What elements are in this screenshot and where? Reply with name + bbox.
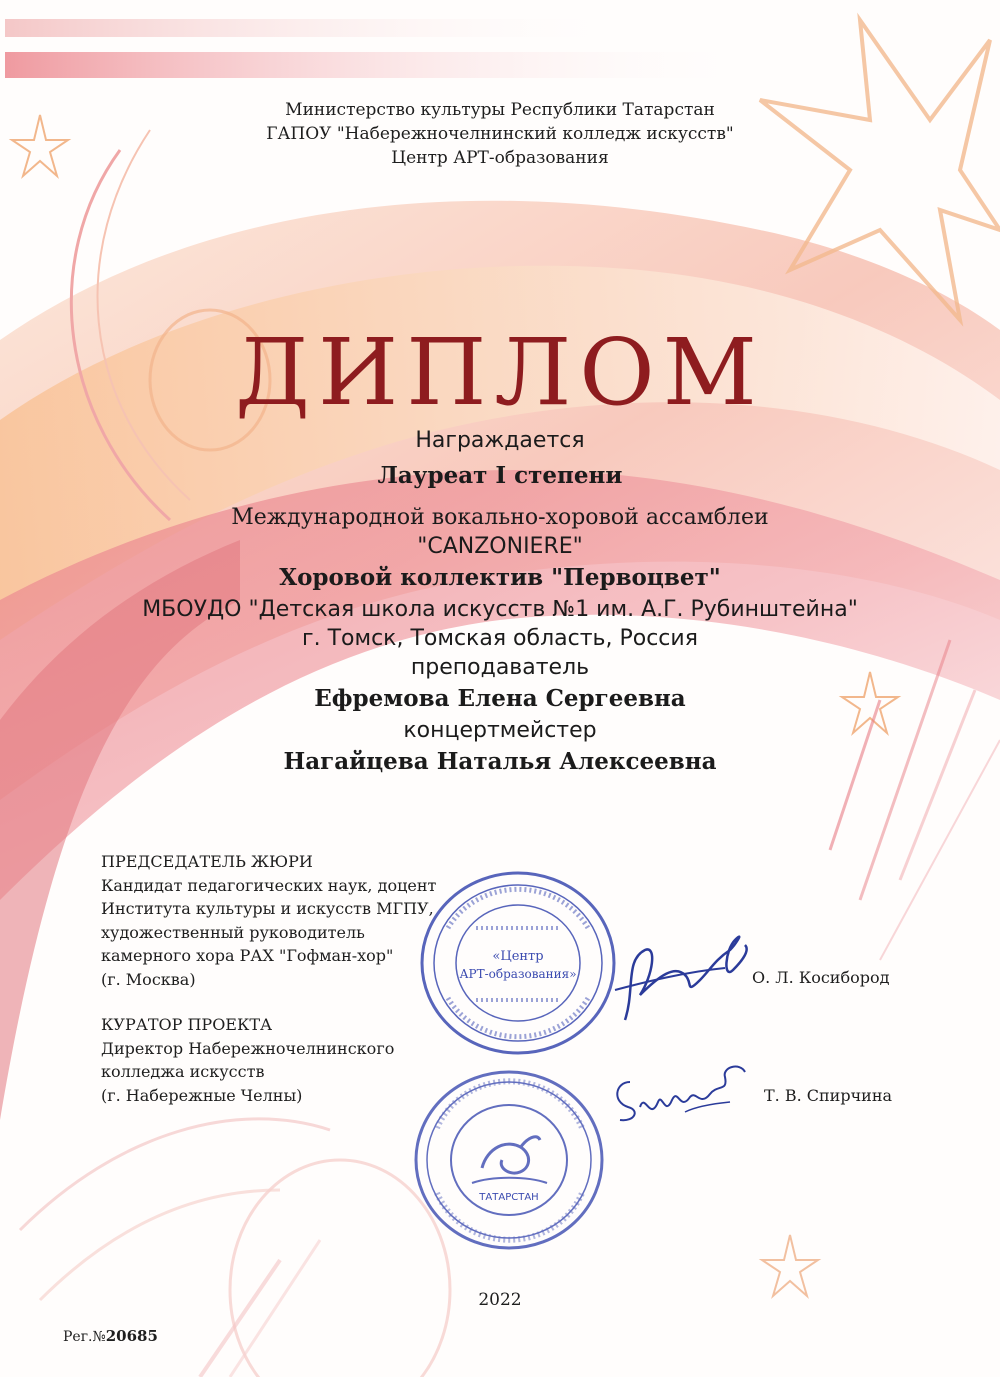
reg-number: 20685	[105, 1327, 158, 1345]
event-line: Международной вокально-хоровой ассамблеи	[231, 505, 769, 530]
issuer-line: Министерство культуры Республики Татарстан	[285, 100, 715, 120]
curator-block	[101, 1013, 394, 1107]
issuer-header	[0, 98, 1000, 170]
jury-line: Кандидат педагогических наук, доцент	[101, 875, 437, 895]
curator-line: (г. Набережные Челны)	[101, 1085, 303, 1105]
issue-year: 2022	[478, 1290, 522, 1310]
teacher-role: преподаватель	[410, 655, 590, 680]
jury-signatory: О. Л. Косибород	[752, 968, 890, 987]
jury-line: (г. Москва)	[101, 969, 196, 989]
diploma-title: ДИПЛОМ	[235, 319, 765, 426]
curator-line: колледжа искусств	[101, 1062, 265, 1081]
location: г. Томск, Томская область, Россия	[302, 626, 698, 651]
signature-kosiborod	[605, 920, 755, 1030]
college-stamp	[412, 1068, 607, 1253]
jury-line: художественный руководитель	[101, 922, 365, 942]
issuer-line: ГАПОУ "Набережночелнинский колледж искусств"	[266, 124, 734, 144]
jury-chair-block	[101, 850, 436, 991]
jury-line: ПРЕДСЕДАТЕЛЬ ЖЮРИ	[101, 852, 313, 871]
event-name: "CANZONIERE"	[417, 534, 583, 559]
jury-line: Института культуры и искусств МГПУ,	[101, 899, 434, 918]
teacher-name: Ефремова Елена Сергеевна	[314, 685, 686, 712]
issuer-line: Центр АРТ-образования	[391, 148, 609, 168]
award-body	[0, 426, 1000, 779]
stamp-emblem-text: ТАТАРСТАН	[479, 1192, 539, 1203]
reg-prefix: Рег.№	[63, 1329, 106, 1345]
registration-number	[63, 1327, 158, 1345]
signature-spirchina	[600, 1052, 750, 1142]
organization-stamp	[418, 868, 618, 1058]
accompanist-role: концертмейстер	[403, 718, 597, 743]
curator-signatory: Т. В. Спирчина	[764, 1086, 893, 1105]
stamp-center-line2: АРТ-образования»	[459, 967, 577, 981]
collective-name: Хоровой коллектив "Первоцвет"	[279, 564, 721, 591]
curator-line: Директор Набережночелнинского	[101, 1038, 395, 1058]
school-name: МБОУДО "Детская школа искусств №1 им. А.Г. Рубинштейна"	[142, 597, 858, 622]
award-degree: Лауреат I степени	[377, 462, 623, 489]
curator-line: КУРАТОР ПРОЕКТА	[101, 1015, 273, 1034]
award-intro: Награждается	[415, 428, 585, 453]
accompanist-name: Нагайцева Наталья Алексеевна	[283, 748, 717, 775]
jury-line: камерного хора РАХ "Гофман-хор"	[101, 946, 394, 965]
stamp-center-line1: «Центр	[492, 949, 544, 964]
